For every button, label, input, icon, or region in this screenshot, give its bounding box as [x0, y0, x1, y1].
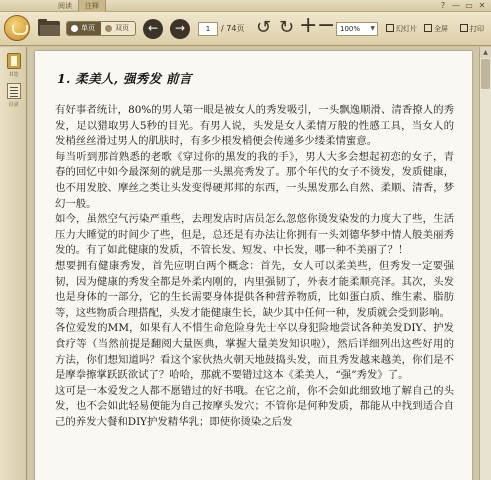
zoom-value: 100%	[340, 25, 361, 33]
page-total-label: / 74页	[221, 24, 245, 33]
single-page-label: 单页	[81, 24, 95, 32]
scroll-thumb[interactable]	[481, 59, 490, 89]
zoom-select[interactable]	[336, 22, 378, 36]
table-of-contents-icon	[7, 83, 21, 99]
fullscreen-button[interactable]	[424, 22, 448, 36]
prev-arrow-icon: ←	[147, 21, 159, 35]
slideshow-icon	[386, 24, 394, 32]
scroll-up-icon[interactable]: ▲	[480, 47, 491, 58]
close-icon[interactable]: ✕	[478, 1, 486, 10]
tab-read[interactable]: 阅读	[58, 2, 72, 10]
document-page	[35, 51, 472, 480]
zoom-out-icon[interactable]: −	[317, 13, 336, 38]
single-page-button[interactable]	[67, 22, 101, 35]
paragraph: 这可是一本爱发之人都不愿错过的好书哦。在它之前，你不会如此细致地了解自己的头发，也不会如此轻易便能为自己按摩头发穴；不管你是何种发质，都能从中找到适合自己的养发大餐和DIY护发精华乳；即使你烫染之后发	[55, 384, 454, 428]
print-button[interactable]	[460, 22, 484, 36]
double-page-icon	[105, 25, 112, 32]
rotate-left-icon[interactable]: ↺	[256, 17, 272, 38]
title-tab-bar	[0, 0, 491, 12]
help-icon[interactable]: ?	[440, 1, 446, 10]
paragraph: 每当听到那首熟悉的老歌《穿过你的黑发的我的手》，男人大多会想起初恋的女子，青春的回忆中如今最深刻的就是那一头黑亮秀发了。那个年代的女子不烫发，发质健康，也不用发胶、摩丝之类让头发变得硬邦邦的东西，一头黑发那么自然、柔顺、清香，梦幻一般。	[55, 150, 454, 210]
window-controls	[438, 1, 487, 11]
next-page-button[interactable]	[170, 19, 190, 39]
paragraph: 想要拥有健康秀发，首先应明白两个概念：首先，女人可以柔美些，但秀发一定要强韧，因为健康的秀发全都是外柔内刚的，内里强韧了，外表才能柔顺亮泽。其次，头发也是身体的一部分，它的生长需要身体提供各种营养物质，比如蛋白质、维生素、脂肪等，这些物质合理搭配，头发才能健康生长，缺少其中任何一种，发质就会受到影响。	[55, 259, 454, 319]
print-label: 打印	[470, 25, 484, 33]
paragraph: 有好事者统计，80%的男人第一眼是被女人的秀发吸引，一头飘逸顺滑、清香撩人的秀发，足以猎取男人5秒的目光。有男人说，头发是女人柔情万般的性感工具，当女人的发梢丝丝滑过男人的肌肤时，有多少根发梢便会传递多少缕柔情蜜意。	[55, 104, 454, 148]
minimize-icon[interactable]: —	[452, 1, 460, 10]
double-page-button[interactable]	[101, 22, 135, 35]
single-page-icon	[71, 25, 78, 32]
chevron-down-icon: ▼	[370, 25, 375, 32]
sidebar-item-bookmark[interactable]	[2, 53, 25, 78]
sidebar-item-catalog[interactable]	[2, 83, 25, 108]
page-view-toggle	[66, 21, 136, 36]
page-number-input[interactable]: 1	[198, 22, 218, 36]
next-arrow-icon: →	[174, 21, 186, 35]
sidebar-catalog-label: 目录	[8, 102, 19, 108]
fullscreen-label: 全屏	[434, 25, 448, 33]
paragraph: 各位爱发的MM，如果有人不惜生命危险身先士卒以身犯险地尝试各种美发DIY、护发食疗等（当然前提是翻阅大量医典，掌握大量美发知识啦），然后详细列出这些好用的方法，你们想知道吗？看这个家伙热火朝天地鼓捣头发，而且秀发越来越美，你们是不是摩拳擦掌跃跃欲试了？哈哈，那就不要错过这本《柔美人，“强”秀发》了。	[55, 322, 454, 382]
double-page-label: 双页	[115, 24, 129, 32]
page-title: 1. 柔美人, 强秀发 前言	[57, 71, 192, 86]
vertical-scrollbar[interactable]	[479, 47, 491, 480]
paragraph: 如今，虽然空气污染严重些，去理发店时店员怎么忽悠你烫发染发的力度大了些，生活压力大睡觉的时间少了些，但是，总还是有办法让你拥有一头刘德华梦中情人般美丽秀发的。有了如此健康的发质，不管长发、短发、中长发，哪一种不美丽了？！	[55, 213, 454, 257]
document-viewport[interactable]	[28, 47, 479, 480]
left-sidebar	[0, 47, 27, 480]
slideshow-button[interactable]	[386, 22, 417, 36]
slideshow-label: 幻灯片	[396, 25, 417, 33]
restore-icon[interactable]: ▭	[465, 1, 473, 10]
toolbar	[0, 12, 491, 46]
print-icon	[460, 24, 468, 32]
zoom-in-icon[interactable]: +	[299, 13, 318, 38]
bookmark-icon	[7, 53, 21, 69]
sidebar-bookmark-label: 书签	[8, 72, 19, 78]
app-logo-icon[interactable]	[4, 15, 30, 41]
tab-annotate[interactable]: 注释	[78, 0, 106, 12]
rotate-right-icon[interactable]: ↻	[279, 17, 295, 38]
prev-page-button[interactable]	[143, 19, 163, 39]
open-folder-icon[interactable]	[38, 19, 60, 36]
fullscreen-icon	[424, 24, 432, 32]
